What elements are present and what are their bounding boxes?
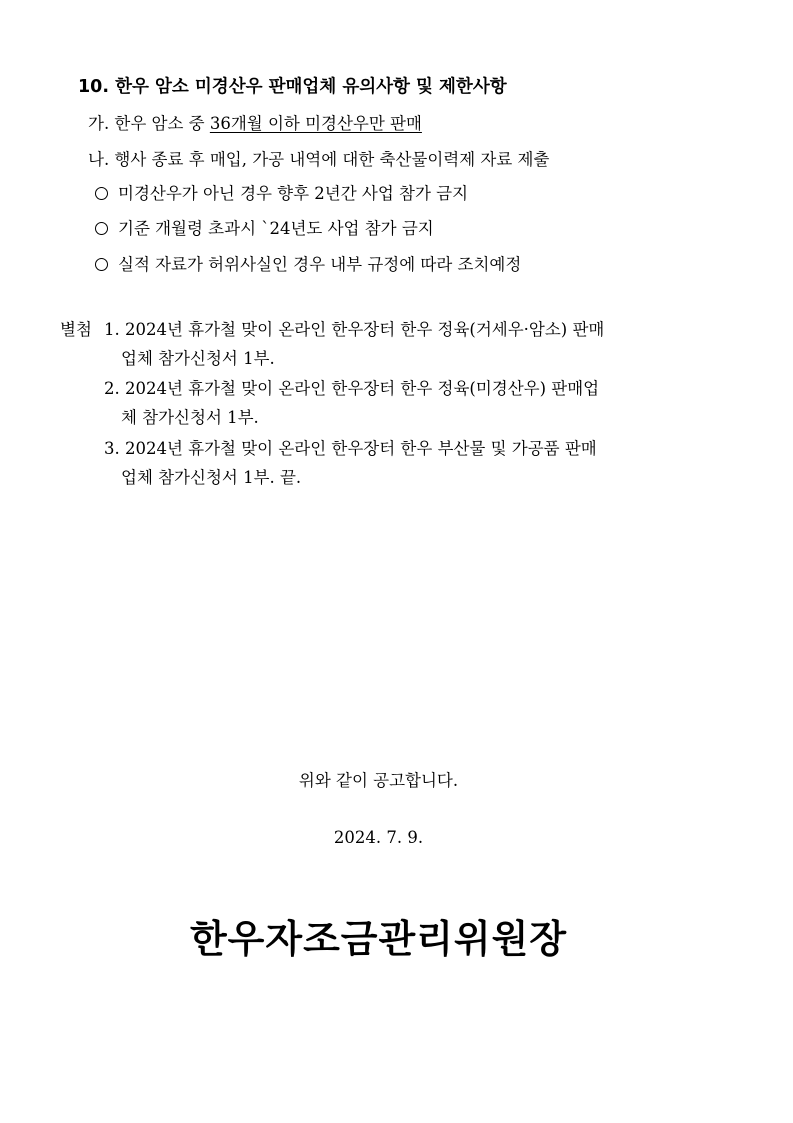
attachment-item-line: 업체 참가신청서 1부. [121, 349, 275, 368]
circle-bullet-icon [95, 187, 108, 200]
bullet-text: 기준 개월령 초과시 `24년도 사업 참가 금지 [118, 219, 434, 238]
attachment-item-line: 체 참가신청서 1부. [121, 408, 259, 427]
circle-bullet-icon [95, 222, 108, 235]
attachment-item-line: 1. 2024년 휴가철 맞이 온라인 한우장터 한우 정육(거세우·암소) 판매 [104, 320, 605, 339]
circle-bullet-icon [95, 258, 108, 271]
item-ga-underlined-text: 36개월 이하 미경산우만 판매 [209, 114, 422, 133]
bullet-item [95, 219, 434, 239]
bullet-item [95, 184, 468, 204]
attachment-item-line: 2. 2024년 휴가철 맞이 온라인 한우장터 한우 정육(미경산우) 판매업 [104, 379, 600, 398]
bullet-item [95, 255, 521, 275]
bullet-text: 미경산우가 아닌 경우 향후 2년간 사업 참가 금지 [118, 184, 469, 203]
section-heading: 10. 한우 암소 미경산우 판매업체 유의사항 및 제한사항 [78, 77, 507, 97]
issuer-signature: 한우자조금관리위원장 [189, 917, 568, 961]
bullet-text: 실적 자료가 허위사실인 경우 내부 규정에 따라 조치예정 [118, 255, 522, 274]
item-ga-text: 가. 한우 암소 중 [88, 114, 210, 133]
attachment-item-line: 업체 참가신청서 1부. 끝. [121, 468, 302, 487]
announcement-text: 위와 같이 공고합니다. [298, 771, 459, 790]
item-na: 나. 행사 종료 후 매입, 가공 내역에 대한 축산물이력제 자료 제출 [88, 150, 550, 169]
item-ga [88, 114, 422, 134]
document-date: 2024. 7. 9. [333, 828, 424, 847]
attachment-label: 별첨 [60, 320, 92, 339]
attachment-item-line: 3. 2024년 휴가철 맞이 온라인 한우장터 한우 부산물 및 가공품 판매 [104, 439, 597, 458]
